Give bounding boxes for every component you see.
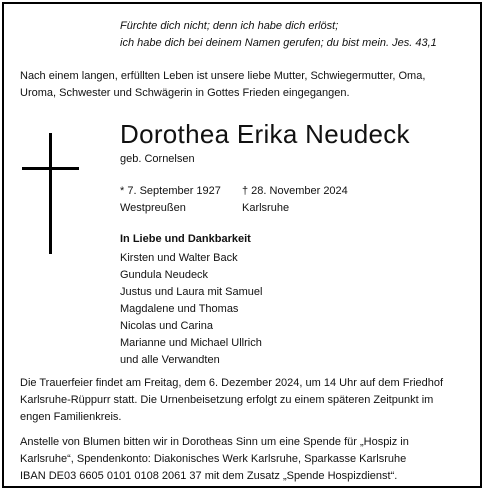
birth-date: * 7. September 1927 bbox=[120, 185, 221, 197]
donation-line: Anstelle von Blumen bitten wir in Dorotheas Sinn um eine Spende für „Hospiz in bbox=[20, 436, 409, 448]
list-item: Magdalene und Thomas bbox=[120, 303, 239, 315]
funeral-line: Karlsruhe-Rüppurr statt. Die Urnenbeisetzung erfolgt zu einem späteren Zeitpunkt im bbox=[20, 394, 434, 406]
deceased-name: Dorothea Erika Neudeck bbox=[120, 119, 410, 149]
list-item: Marianne und Michael Ullrich bbox=[120, 337, 262, 349]
death-date: † 28. November 2024 bbox=[242, 185, 348, 197]
bible-verse bbox=[120, 18, 437, 52]
list-item: und alle Verwandten bbox=[120, 354, 220, 366]
intro-line: Uroma, Schwester und Schwägerin in Gottes Frieden eingegangen. bbox=[20, 87, 350, 99]
intro-line: Nach einem langen, erfüllten Leben ist unsere liebe Mutter, Schwiegermutter, Oma, bbox=[20, 70, 426, 82]
list-item: Gundula Neudeck bbox=[120, 269, 209, 281]
list-item: Nicolas und Carina bbox=[120, 320, 213, 332]
birth-place: Westpreußen bbox=[120, 202, 186, 214]
donation-line: IBAN DE03 6605 0101 0108 2061 37 mit dem Zusatz „Spende Hospizdienst“. bbox=[20, 470, 398, 482]
maiden-name: geb. Cornelsen bbox=[120, 153, 195, 165]
cross-icon-bar bbox=[22, 167, 79, 170]
death-place: Karlsruhe bbox=[242, 202, 290, 214]
death-info bbox=[242, 183, 348, 217]
intro-text bbox=[20, 68, 425, 102]
verse-line: ich habe dich bei deinem Namen gerufen; du bist mein. Jes. 43,1 bbox=[120, 37, 437, 49]
list-item: Justus und Laura mit Samuel bbox=[120, 286, 263, 298]
mourners-list bbox=[120, 250, 262, 369]
donation-line: Karlsruhe“, Spendenkonto: Diakonisches Werk Karlsruhe, Sparkasse Karlsruhe bbox=[20, 453, 407, 465]
mourners-heading: In Liebe und Dankbarkeit bbox=[120, 233, 251, 245]
verse-line: Fürchte dich nicht; denn ich habe dich erlöst; bbox=[120, 20, 339, 32]
birth-info bbox=[120, 183, 221, 217]
cross-icon bbox=[49, 133, 52, 254]
donation-notice bbox=[20, 434, 409, 485]
funeral-notice bbox=[20, 375, 443, 426]
funeral-line: engen Familienkreis. bbox=[20, 411, 122, 423]
list-item: Kirsten und Walter Back bbox=[120, 252, 238, 264]
funeral-line: Die Trauerfeier findet am Freitag, dem 6. Dezember 2024, um 14 Uhr auf dem Friedhof bbox=[20, 377, 444, 389]
